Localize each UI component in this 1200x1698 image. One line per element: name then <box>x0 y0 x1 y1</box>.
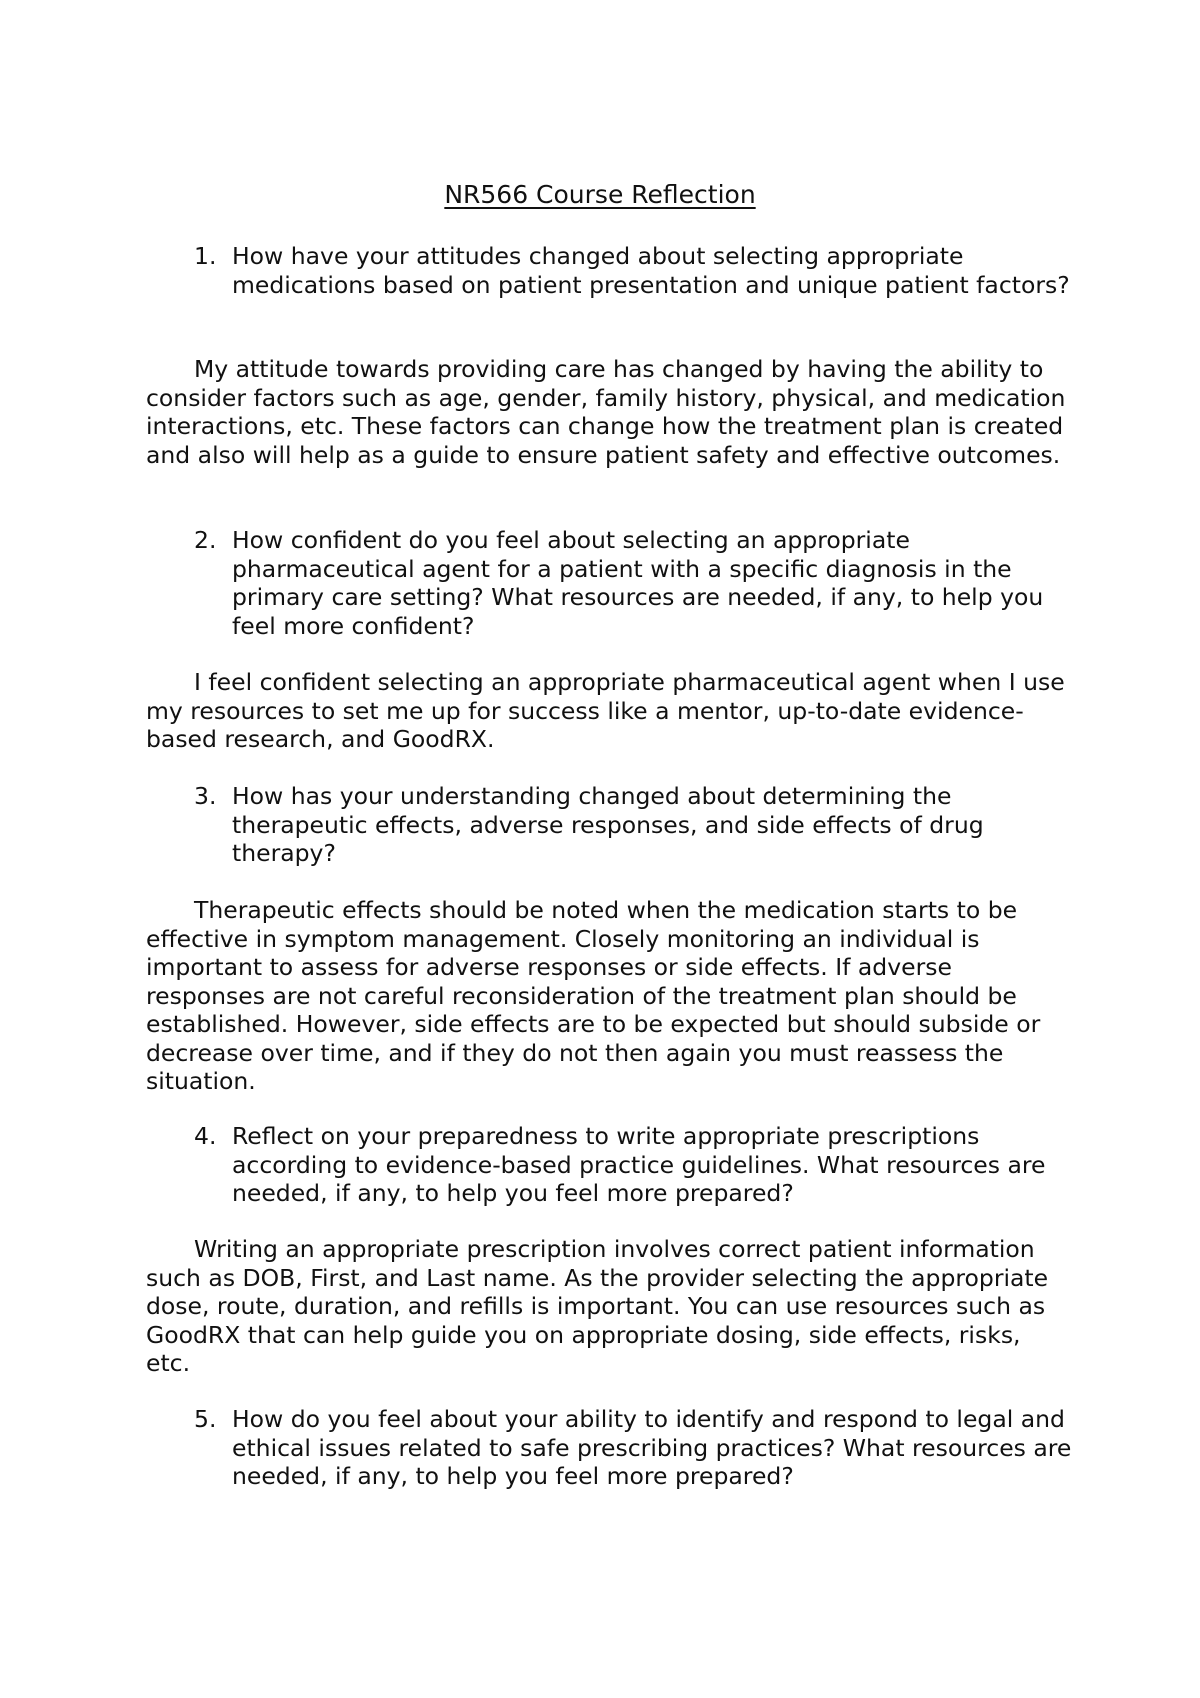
question-4 <box>194 1122 1074 1208</box>
answer-2: I feel confident selecting an appropriate pharmaceutical agent when I use my resources to set me up for success like a mentor, up-to-date evidence-based research, and GoodRX. <box>146 668 1065 753</box>
question-3-text: How has your understanding changed about determining the therapeutic effects, adverse responses, and side effects of drug therapy? <box>232 782 984 867</box>
document-title-text: NR566 Course Reflection <box>444 180 756 209</box>
question-5 <box>194 1405 1074 1491</box>
answer-1: My attitude towards providing care has changed by having the ability to consider factors such as age, gender, family history, physical, and medication interactions, etc. These factors can change how the treatment plan is created and also will help as a guide to ensure patient safety and effective outcomes. <box>146 355 1066 469</box>
question-4-text: Reflect on your preparedness to write appropriate prescriptions according to evidence-based practice guidelines. What resources are needed, if any, to help you feel more prepared? <box>232 1122 1046 1207</box>
question-2-text: How confident do you feel about selecting an appropriate pharmaceutical agent for a patient with a specific diagnosis in the primary care setting? What resources are needed, if any, to help you feel more confident? <box>232 526 1044 640</box>
question-5-text: How do you feel about your ability to identify and respond to legal and ethical issues related to safe prescribing practices? What resources are needed, if any, to help you feel more prepared? <box>232 1405 1072 1490</box>
question-1 <box>194 242 1074 299</box>
answer-4: Writing an appropriate prescription involves correct patient information such as DOB, First, and Last name. As the provider selecting the appropriate dose, route, duration, and refills is important. You can use resources such as GoodRX that can help guide you on appropriate dosing, side effects, risks, etc. <box>146 1235 1049 1377</box>
question-1-number: 1. <box>194 242 217 270</box>
document-title <box>0 176 1200 213</box>
question-3 <box>194 782 1074 868</box>
question-1-text: How have your attitudes changed about selecting appropriate medications based on patient presentation and unique patient factors? <box>232 242 1070 299</box>
question-5-number: 5. <box>194 1405 217 1433</box>
question-4-number: 4. <box>194 1122 217 1150</box>
question-3-number: 3. <box>194 782 217 810</box>
question-2 <box>194 526 1074 640</box>
answer-3: Therapeutic effects should be noted when the medication starts to be effective in symptom management. Closely monitoring an individual is important to assess for adverse responses or side effects. If adverse responses are not careful reconsideration of the treatment plan should be established. However, side effects are to be expected but should subside or decrease over time, and if they do not then again you must reassess the situation. <box>146 896 1041 1095</box>
question-2-number: 2. <box>194 526 217 554</box>
